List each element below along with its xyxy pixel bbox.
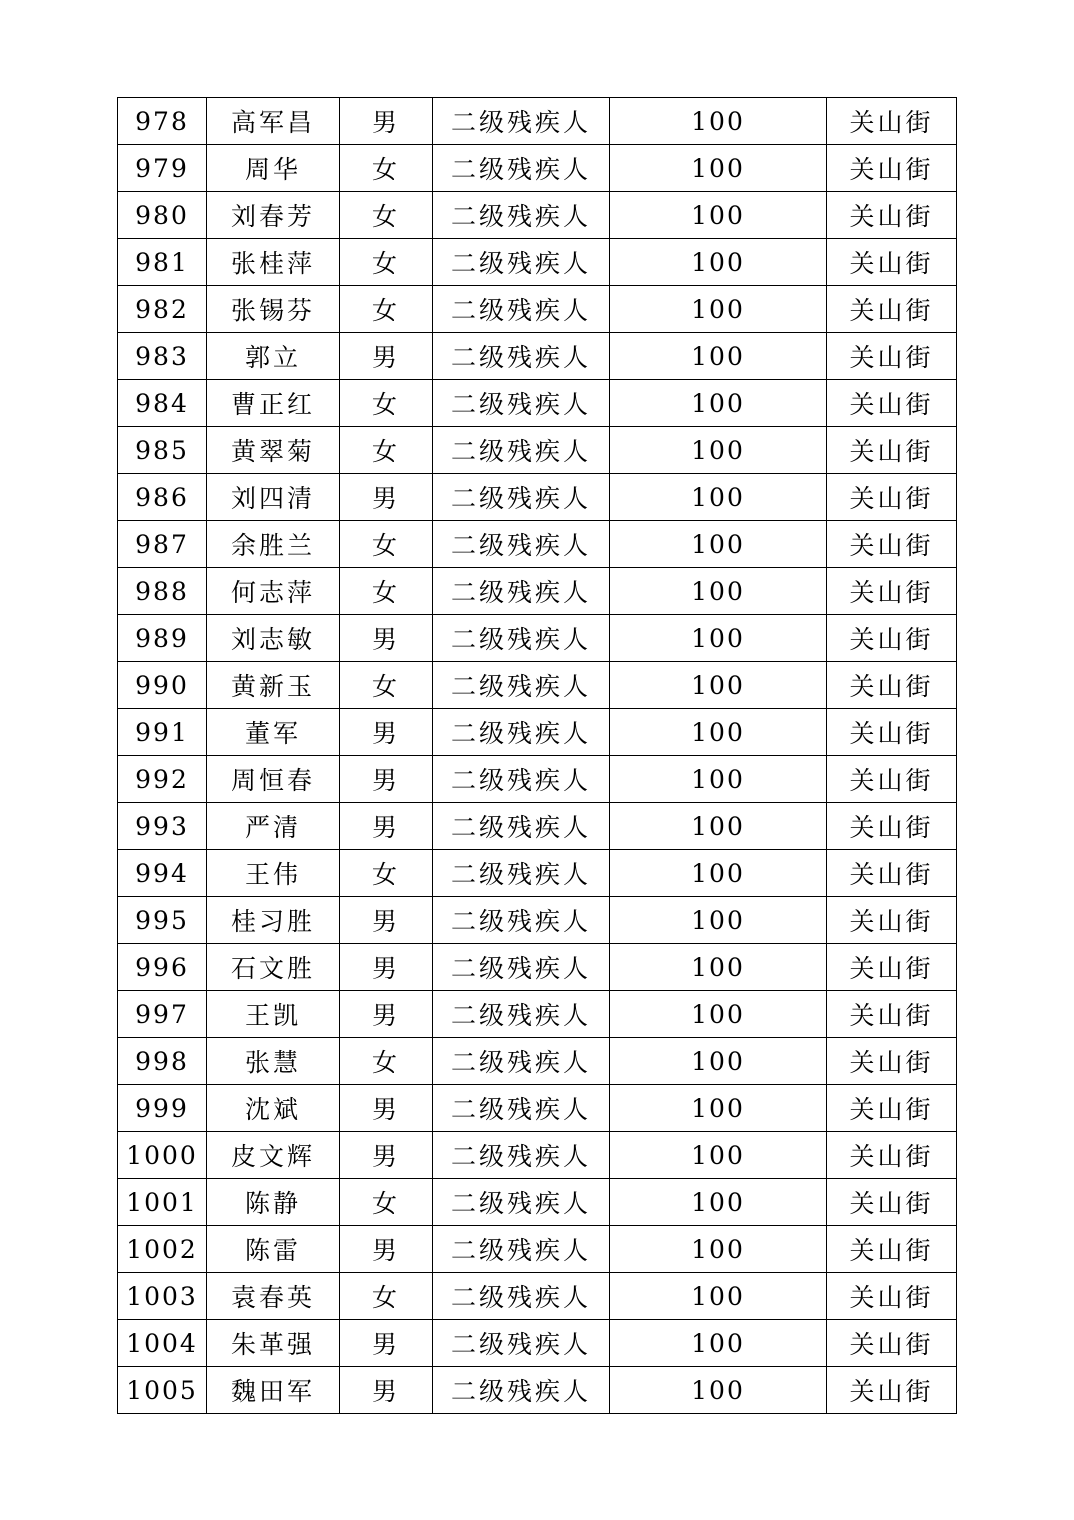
cell-gender: 男 xyxy=(340,756,433,803)
cell-gender: 男 xyxy=(340,333,433,380)
cell-street: 关山街 xyxy=(827,897,957,944)
cell-disability-level: 二级残疾人 xyxy=(433,756,610,803)
cell-name: 皮文辉 xyxy=(207,1132,340,1179)
cell-gender: 男 xyxy=(340,803,433,850)
cell-gender: 男 xyxy=(340,98,433,145)
cell-street: 关山街 xyxy=(827,380,957,427)
cell-amount: 100 xyxy=(610,897,827,944)
cell-street: 关山街 xyxy=(827,1320,957,1367)
table-row xyxy=(118,1132,957,1179)
table-row xyxy=(118,239,957,286)
cell-amount: 100 xyxy=(610,1132,827,1179)
table-row xyxy=(118,192,957,239)
cell-disability-level: 二级残疾人 xyxy=(433,850,610,897)
cell-serial-number: 996 xyxy=(118,944,207,991)
cell-street: 关山街 xyxy=(827,709,957,756)
cell-serial-number: 998 xyxy=(118,1038,207,1085)
cell-gender: 女 xyxy=(340,521,433,568)
cell-amount: 100 xyxy=(610,286,827,333)
cell-gender: 女 xyxy=(340,850,433,897)
cell-amount: 100 xyxy=(610,239,827,286)
cell-amount: 100 xyxy=(610,1179,827,1226)
cell-disability-level: 二级残疾人 xyxy=(433,333,610,380)
cell-street: 关山街 xyxy=(827,333,957,380)
cell-disability-level: 二级残疾人 xyxy=(433,803,610,850)
roster-table-body xyxy=(118,98,957,1414)
cell-disability-level: 二级残疾人 xyxy=(433,427,610,474)
cell-gender: 男 xyxy=(340,944,433,991)
cell-amount: 100 xyxy=(610,1085,827,1132)
cell-amount: 100 xyxy=(610,709,827,756)
cell-street: 关山街 xyxy=(827,1132,957,1179)
cell-street: 关山街 xyxy=(827,145,957,192)
cell-serial-number: 987 xyxy=(118,521,207,568)
cell-serial-number: 995 xyxy=(118,897,207,944)
cell-name: 余胜兰 xyxy=(207,521,340,568)
cell-disability-level: 二级残疾人 xyxy=(433,286,610,333)
cell-name: 董军 xyxy=(207,709,340,756)
table-row xyxy=(118,568,957,615)
cell-street: 关山街 xyxy=(827,1273,957,1320)
table-row xyxy=(118,145,957,192)
cell-street: 关山街 xyxy=(827,192,957,239)
cell-disability-level: 二级残疾人 xyxy=(433,239,610,286)
table-row xyxy=(118,756,957,803)
cell-name: 桂习胜 xyxy=(207,897,340,944)
cell-serial-number: 988 xyxy=(118,568,207,615)
cell-amount: 100 xyxy=(610,98,827,145)
cell-street: 关山街 xyxy=(827,568,957,615)
cell-gender: 女 xyxy=(340,662,433,709)
cell-disability-level: 二级残疾人 xyxy=(433,1038,610,1085)
cell-gender: 男 xyxy=(340,897,433,944)
cell-amount: 100 xyxy=(610,192,827,239)
cell-serial-number: 994 xyxy=(118,850,207,897)
cell-disability-level: 二级残疾人 xyxy=(433,1367,610,1414)
cell-disability-level: 二级残疾人 xyxy=(433,380,610,427)
cell-amount: 100 xyxy=(610,850,827,897)
cell-street: 关山街 xyxy=(827,662,957,709)
cell-name: 黄翠菊 xyxy=(207,427,340,474)
cell-name: 刘春芳 xyxy=(207,192,340,239)
cell-amount: 100 xyxy=(610,333,827,380)
cell-disability-level: 二级残疾人 xyxy=(433,1179,610,1226)
cell-disability-level: 二级残疾人 xyxy=(433,192,610,239)
cell-serial-number: 982 xyxy=(118,286,207,333)
cell-name: 郭立 xyxy=(207,333,340,380)
cell-street: 关山街 xyxy=(827,1179,957,1226)
cell-gender: 女 xyxy=(340,427,433,474)
cell-serial-number: 992 xyxy=(118,756,207,803)
cell-amount: 100 xyxy=(610,427,827,474)
cell-amount: 100 xyxy=(610,521,827,568)
cell-street: 关山街 xyxy=(827,239,957,286)
cell-serial-number: 1000 xyxy=(118,1132,207,1179)
cell-disability-level: 二级残疾人 xyxy=(433,98,610,145)
cell-gender: 男 xyxy=(340,474,433,521)
cell-name: 张锡芬 xyxy=(207,286,340,333)
cell-gender: 女 xyxy=(340,239,433,286)
cell-serial-number: 1005 xyxy=(118,1367,207,1414)
cell-amount: 100 xyxy=(610,1226,827,1273)
cell-street: 关山街 xyxy=(827,756,957,803)
cell-serial-number: 1002 xyxy=(118,1226,207,1273)
cell-name: 黄新玉 xyxy=(207,662,340,709)
cell-amount: 100 xyxy=(610,944,827,991)
cell-street: 关山街 xyxy=(827,1226,957,1273)
cell-street: 关山街 xyxy=(827,1038,957,1085)
cell-gender: 男 xyxy=(340,1367,433,1414)
cell-street: 关山街 xyxy=(827,286,957,333)
cell-disability-level: 二级残疾人 xyxy=(433,1226,610,1273)
cell-amount: 100 xyxy=(610,615,827,662)
cell-gender: 女 xyxy=(340,1038,433,1085)
cell-name: 高军昌 xyxy=(207,98,340,145)
cell-street: 关山街 xyxy=(827,521,957,568)
cell-gender: 男 xyxy=(340,1226,433,1273)
cell-serial-number: 1001 xyxy=(118,1179,207,1226)
table-row xyxy=(118,1226,957,1273)
cell-name: 沈斌 xyxy=(207,1085,340,1132)
cell-street: 关山街 xyxy=(827,98,957,145)
cell-disability-level: 二级残疾人 xyxy=(433,897,610,944)
table-row xyxy=(118,803,957,850)
cell-gender: 男 xyxy=(340,991,433,1038)
table-row xyxy=(118,1320,957,1367)
table-row xyxy=(118,1085,957,1132)
cell-gender: 女 xyxy=(340,192,433,239)
cell-amount: 100 xyxy=(610,145,827,192)
cell-disability-level: 二级残疾人 xyxy=(433,944,610,991)
cell-gender: 女 xyxy=(340,286,433,333)
table-row xyxy=(118,1179,957,1226)
cell-name: 王凯 xyxy=(207,991,340,1038)
cell-name: 朱革强 xyxy=(207,1320,340,1367)
cell-disability-level: 二级残疾人 xyxy=(433,521,610,568)
cell-serial-number: 981 xyxy=(118,239,207,286)
table-row xyxy=(118,1273,957,1320)
cell-name: 曹正红 xyxy=(207,380,340,427)
cell-gender: 男 xyxy=(340,709,433,756)
cell-amount: 100 xyxy=(610,1038,827,1085)
table-row xyxy=(118,709,957,756)
cell-disability-level: 二级残疾人 xyxy=(433,1320,610,1367)
cell-gender: 女 xyxy=(340,145,433,192)
cell-serial-number: 993 xyxy=(118,803,207,850)
table-row xyxy=(118,897,957,944)
cell-serial-number: 999 xyxy=(118,1085,207,1132)
cell-amount: 100 xyxy=(610,1320,827,1367)
cell-disability-level: 二级残疾人 xyxy=(433,662,610,709)
cell-gender: 男 xyxy=(340,1085,433,1132)
cell-serial-number: 1003 xyxy=(118,1273,207,1320)
cell-amount: 100 xyxy=(610,803,827,850)
roster-table xyxy=(117,97,957,1414)
table-row xyxy=(118,98,957,145)
cell-serial-number: 983 xyxy=(118,333,207,380)
cell-street: 关山街 xyxy=(827,615,957,662)
cell-name: 严清 xyxy=(207,803,340,850)
cell-name: 王伟 xyxy=(207,850,340,897)
cell-name: 周华 xyxy=(207,145,340,192)
cell-serial-number: 997 xyxy=(118,991,207,1038)
cell-amount: 100 xyxy=(610,991,827,1038)
cell-amount: 100 xyxy=(610,662,827,709)
cell-gender: 男 xyxy=(340,615,433,662)
cell-name: 何志萍 xyxy=(207,568,340,615)
table-row xyxy=(118,380,957,427)
cell-disability-level: 二级残疾人 xyxy=(433,568,610,615)
table-row xyxy=(118,286,957,333)
cell-serial-number: 978 xyxy=(118,98,207,145)
cell-disability-level: 二级残疾人 xyxy=(433,474,610,521)
cell-street: 关山街 xyxy=(827,474,957,521)
cell-name: 魏田军 xyxy=(207,1367,340,1414)
table-row xyxy=(118,1038,957,1085)
cell-serial-number: 990 xyxy=(118,662,207,709)
cell-amount: 100 xyxy=(610,1273,827,1320)
cell-name: 张桂萍 xyxy=(207,239,340,286)
cell-street: 关山街 xyxy=(827,850,957,897)
cell-serial-number: 991 xyxy=(118,709,207,756)
cell-street: 关山街 xyxy=(827,803,957,850)
table-row xyxy=(118,427,957,474)
cell-serial-number: 985 xyxy=(118,427,207,474)
cell-gender: 女 xyxy=(340,1179,433,1226)
cell-amount: 100 xyxy=(610,380,827,427)
table-row xyxy=(118,944,957,991)
cell-disability-level: 二级残疾人 xyxy=(433,709,610,756)
table-row xyxy=(118,1367,957,1414)
cell-disability-level: 二级残疾人 xyxy=(433,1085,610,1132)
cell-gender: 女 xyxy=(340,380,433,427)
cell-gender: 女 xyxy=(340,568,433,615)
cell-amount: 100 xyxy=(610,1367,827,1414)
table-row xyxy=(118,474,957,521)
table-row xyxy=(118,521,957,568)
cell-disability-level: 二级残疾人 xyxy=(433,1273,610,1320)
table-row xyxy=(118,333,957,380)
cell-disability-level: 二级残疾人 xyxy=(433,615,610,662)
cell-serial-number: 986 xyxy=(118,474,207,521)
cell-name: 张慧 xyxy=(207,1038,340,1085)
cell-name: 陈静 xyxy=(207,1179,340,1226)
cell-serial-number: 979 xyxy=(118,145,207,192)
cell-name: 袁春英 xyxy=(207,1273,340,1320)
cell-name: 刘志敏 xyxy=(207,615,340,662)
table-row xyxy=(118,850,957,897)
cell-amount: 100 xyxy=(610,756,827,803)
cell-street: 关山街 xyxy=(827,944,957,991)
cell-serial-number: 989 xyxy=(118,615,207,662)
cell-serial-number: 984 xyxy=(118,380,207,427)
cell-serial-number: 1004 xyxy=(118,1320,207,1367)
cell-street: 关山街 xyxy=(827,1085,957,1132)
cell-disability-level: 二级残疾人 xyxy=(433,991,610,1038)
cell-street: 关山街 xyxy=(827,991,957,1038)
table-row xyxy=(118,991,957,1038)
cell-street: 关山街 xyxy=(827,1367,957,1414)
cell-gender: 女 xyxy=(340,1273,433,1320)
cell-gender: 男 xyxy=(340,1132,433,1179)
cell-disability-level: 二级残疾人 xyxy=(433,1132,610,1179)
cell-name: 石文胜 xyxy=(207,944,340,991)
cell-disability-level: 二级残疾人 xyxy=(433,145,610,192)
cell-name: 刘四清 xyxy=(207,474,340,521)
cell-amount: 100 xyxy=(610,568,827,615)
cell-name: 陈雷 xyxy=(207,1226,340,1273)
cell-serial-number: 980 xyxy=(118,192,207,239)
cell-name: 周恒春 xyxy=(207,756,340,803)
table-row xyxy=(118,615,957,662)
table-row xyxy=(118,662,957,709)
cell-amount: 100 xyxy=(610,474,827,521)
cell-gender: 男 xyxy=(340,1320,433,1367)
cell-street: 关山街 xyxy=(827,427,957,474)
